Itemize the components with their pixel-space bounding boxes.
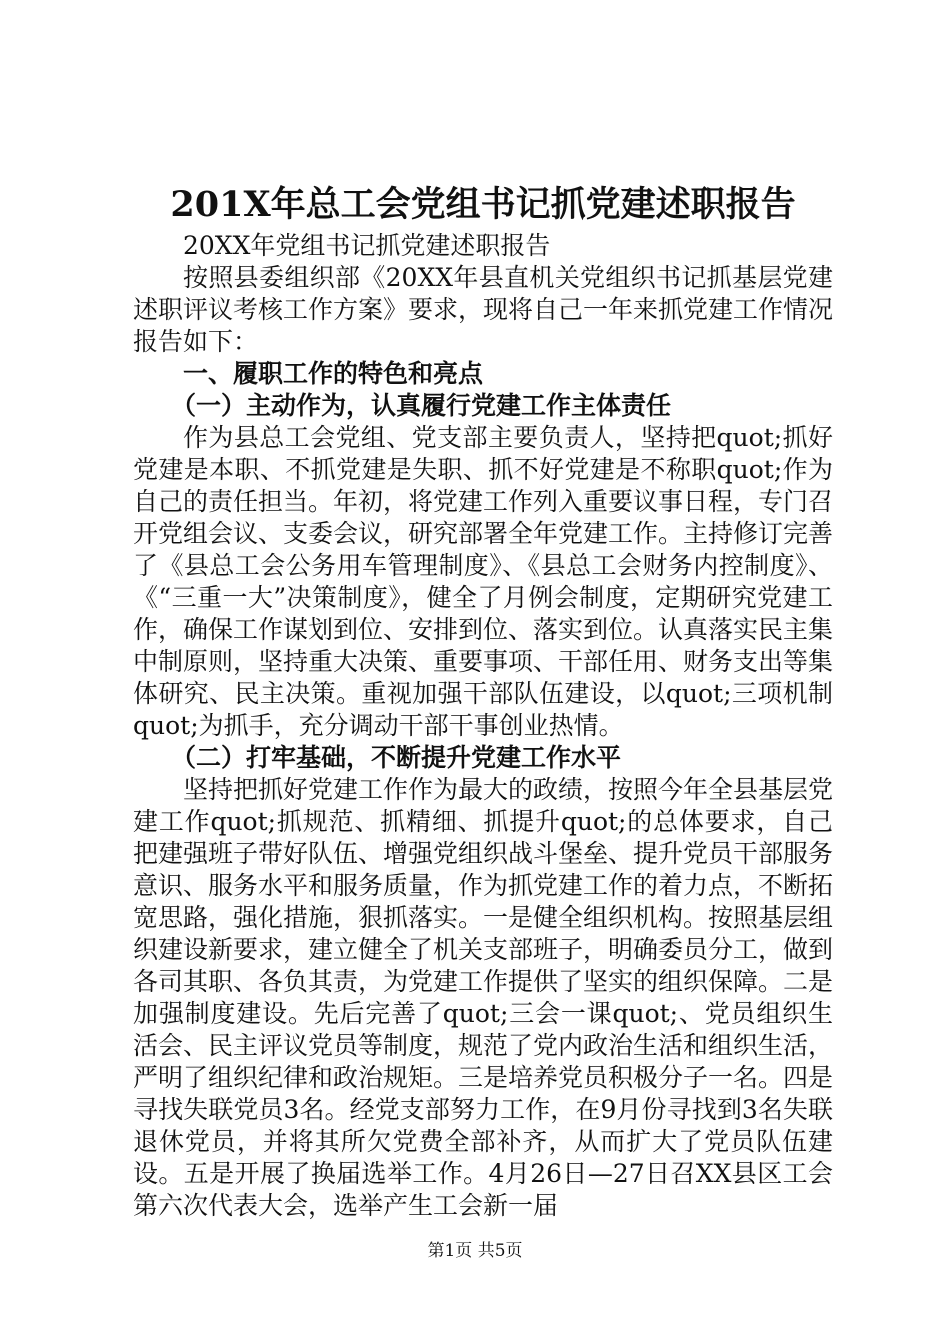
subsection-heading: （二）打牢基础，不断提升党建工作水平 (171, 743, 622, 772)
subsection-heading: （一）主动作为，认真履行党建工作主体责任 (171, 391, 672, 420)
body-paragraph: 20XX年党组书记抓党建述职报告 (183, 231, 551, 260)
body-paragraph: 按照县委组织部《20XX年县直机关党组织书记抓基层党建述职评议考核工作方案》要求，现将自己一年来抓党建工作情况报告如下： (133, 263, 834, 356)
page-footer: 第1页 共5页 (427, 1241, 523, 1261)
section-heading: 一、履职工作的特色和亮点 (183, 359, 484, 388)
document-page (133, 180, 833, 1222)
body-paragraph: 坚持把抓好党建工作作为最大的政绩，按照今年全县基层党建工作quot;抓规范、抓精细、抓提升quot;的总体要求，自己把建强班子带好队伍、增强党组织战斗堡垒、提升党员干部服务意识、服务水平和服务质量，作为抓党建工作的着力点，不断拓宽思路，强化措施，狠抓落实。一是健全组织机构。按照基层组织建设新要求，建立健全了机关支部班子，明确委员分工，做到各司其职、各负其责，为党建工作提供了坚实的组织保障。二是加强制度建设。先后完善了quot;三会一课quot;、党员组织生活会、民主评议党员等制度，规范了党内政治生活和组织生活，严明了组织纪律和政治规矩。三是培养党员积极分子一名。四是寻找失联党员3名。经党支部努力工作，在9月份寻找到3名失联退休党员，并将其所欠党费全部补齐，从而扩大了党员队伍建设。五是开展了换届选举工作。4月26日—27日召XX县区工会第六次代表大会，选举产生工会新一届 (133, 775, 834, 1220)
document-title: 201X年总工会党组书记抓党建述职报告 (170, 184, 796, 225)
body-paragraph: 作为县总工会党组、党支部主要负责人，坚持把quot;抓好党建是本职、不抓党建是失职、抓不好党建是不称职quot;作为自己的责任担当。年初，将党建工作列入重要议事日程，专门召开党组会议、支委会议，研究部署全年党建工作。主持修订完善了《县总工会公务用车管理制度》、《县总工会财务内控制度》、《“三重一大”决策制度》，健全了月例会制度，定期研究党建工作，确保工作谋划到位、安排到位、落实到位。认真落实民主集中制原则，坚持重大决策、重要事项、干部任用、财务支出等集体研究、民主决策。重视加强干部队伍建设，以quot;三项机制quot;为抓手，充分调动干部干事创业热情。 (133, 423, 834, 740)
